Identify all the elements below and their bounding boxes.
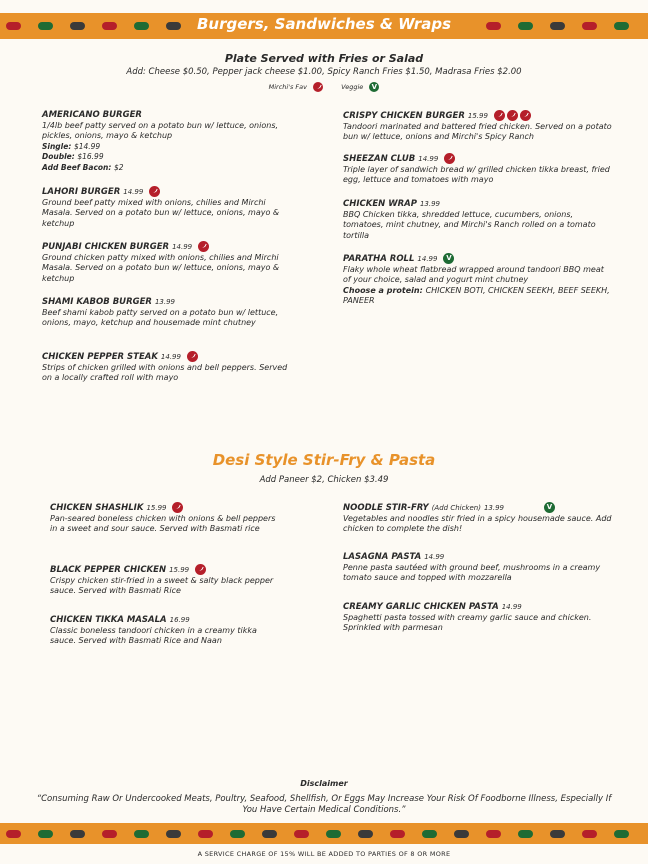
disclaimer-heading: Disclaimer bbox=[300, 779, 348, 788]
chili-icon bbox=[149, 186, 160, 197]
item-description: Beef shami kabob patty served on a potato bun w/ lettuce, onions, mayo, ketchup and housemade mint chutney bbox=[42, 307, 279, 327]
pepper-pill-icon bbox=[614, 830, 629, 838]
menu-item bbox=[343, 602, 613, 634]
item-name: PUNJABI CHICKEN BURGER bbox=[42, 242, 170, 252]
menu-item bbox=[42, 297, 292, 329]
item-description: Flaky whole wheat flatbread wrapped around tandoori BBQ meat of your choice, salad and yogurt mint chutney bbox=[343, 264, 604, 284]
pepper-pill-icon bbox=[358, 830, 373, 838]
pepper-pill-icon bbox=[518, 22, 533, 30]
pepper-pill-icon bbox=[582, 22, 597, 30]
pepper-pill-icon bbox=[582, 830, 597, 838]
pepper-pill-icon bbox=[166, 22, 181, 30]
item-description: Penne pasta sautéed with ground beef, mushrooms in a creamy tomato sauce and topped with mozzarella bbox=[343, 562, 601, 582]
pepper-pill-icon bbox=[134, 830, 149, 838]
item-price: 14.99 bbox=[501, 603, 522, 611]
menu-item bbox=[343, 153, 613, 186]
chili-icon bbox=[195, 564, 206, 575]
item-description: Spaghetti pasta tossed with creamy garlic sauce and chicken. Sprinkled with parmesan bbox=[343, 612, 592, 632]
item-description: Ground chicken patty mixed with onions, chilies and Mirchi Masala. Served on a potato bun w/ lettuce, onions, mayo & ketchup bbox=[42, 252, 280, 283]
item-name: CRISPY CHICKEN BURGER bbox=[343, 111, 465, 121]
item-icons bbox=[544, 503, 557, 512]
item-name: CHICKEN SHASHLIK bbox=[50, 503, 144, 513]
pepper-pill-icon bbox=[134, 22, 149, 30]
item-price: 15.99 bbox=[169, 566, 190, 574]
menu-item bbox=[50, 615, 280, 647]
item-icons bbox=[444, 154, 457, 163]
menu-item bbox=[42, 110, 292, 173]
item-price: 14.99 bbox=[123, 188, 144, 196]
pepper-pill-icon bbox=[70, 22, 85, 30]
menu-item bbox=[343, 110, 613, 143]
item-price: 13.99 bbox=[154, 298, 176, 306]
item-price: 15.99 bbox=[467, 112, 488, 120]
pepper-pill-icon bbox=[422, 830, 437, 838]
item-price: 14.99 bbox=[172, 243, 193, 251]
item-name: PARATHA ROLL bbox=[343, 254, 415, 264]
chili-icon bbox=[444, 153, 455, 164]
legend bbox=[0, 82, 648, 92]
item-icons bbox=[198, 242, 211, 251]
pepper-pill-icon bbox=[550, 22, 565, 30]
item-description: Crispy chicken stir-fried in a sweet & salty black pepper sauce. Served with Basmati Rice bbox=[50, 575, 274, 595]
item-description: Classic boneless tandoori chicken in a creamy tikka sauce. Served with Basmati Rice and Naan bbox=[50, 625, 257, 645]
menu-item bbox=[50, 502, 280, 535]
veggie-v-icon: V bbox=[443, 253, 454, 264]
pepper-pill-icon bbox=[6, 830, 21, 838]
veggie-v-icon: V bbox=[544, 502, 555, 513]
pepper-pill-icon bbox=[454, 830, 469, 838]
pepper-pill-icon bbox=[390, 830, 405, 838]
item-name: CHICKEN PEPPER STEAK bbox=[42, 352, 158, 362]
item-icons bbox=[443, 254, 456, 263]
pepper-pill-icon bbox=[6, 22, 21, 30]
pepper-pill-icon bbox=[230, 830, 245, 838]
disclaimer-text: “Consuming Raw Or Undercooked Meats, Poultry, Seafood, Shellfish, Or Eggs May Increase Your Risk Of Foodborne Illness, Especially If You Have Certain Medical Conditions.” bbox=[36, 794, 612, 815]
menu-item bbox=[343, 199, 613, 241]
plate-heading: Plate Served with Fries or Salad bbox=[224, 52, 424, 65]
bottom-banner bbox=[0, 823, 648, 844]
veggie-v-icon: V bbox=[369, 82, 379, 92]
item-name: CREAMY GARLIC CHICKEN PASTA bbox=[343, 602, 499, 612]
chili-icon bbox=[313, 82, 323, 92]
item-description: 1/4lb beef patty served on a potato bun w/ lettuce, onions, pickles, onions, mayo & ketchup bbox=[42, 120, 279, 140]
item-price: 16.99 bbox=[169, 616, 190, 624]
item-price: 14.99 bbox=[417, 255, 438, 263]
item-price: 14.99 bbox=[424, 553, 445, 561]
item-option: Add Beef Bacon: $2 bbox=[42, 162, 124, 172]
pepper-pill-icon bbox=[518, 830, 533, 838]
pepper-pill-icon bbox=[38, 830, 53, 838]
item-price: 13.99 bbox=[483, 504, 505, 512]
item-icons bbox=[149, 187, 162, 196]
chili-icon bbox=[520, 110, 531, 121]
section-title-stirfry: Desi Style Stir-Fry & Pasta bbox=[212, 451, 436, 469]
pepper-pill-icon bbox=[262, 830, 277, 838]
pepper-pill-icon bbox=[486, 830, 501, 838]
pepper-pill-icon bbox=[102, 22, 117, 30]
item-option: Single: $14.99 bbox=[42, 141, 101, 151]
item-icons bbox=[494, 111, 533, 120]
pepper-pill-icon bbox=[614, 22, 629, 30]
menu-item bbox=[343, 552, 613, 584]
item-price: 14.99 bbox=[160, 353, 181, 361]
menu-item bbox=[42, 351, 292, 384]
chili-icon bbox=[187, 351, 198, 362]
item-description: BBQ Chicken tikka, shredded lettuce, cucumbers, onions, tomatoes, mint chutney, and Mirchi's Ranch rolled on a tomato tortilla bbox=[343, 209, 596, 240]
item-icons bbox=[187, 352, 200, 361]
pepper-pill-icon bbox=[486, 22, 501, 30]
menu-item bbox=[42, 241, 292, 284]
addons-line: Add: Cheese $0.50, Pepper jack cheese $1.00, Spicy Ranch Fries $1.50, Madrasa Fries $2.00 bbox=[126, 67, 522, 77]
top-banner bbox=[0, 13, 648, 39]
pepper-pill-icon bbox=[102, 830, 117, 838]
pepper-pill-icon bbox=[550, 830, 565, 838]
item-name: CHICKEN WRAP bbox=[343, 199, 417, 209]
stirfry-addons: Add Paneer $2, Chicken $3.49 bbox=[259, 475, 389, 485]
item-price: 15.99 bbox=[146, 504, 167, 512]
item-name: SHAMI KABOB BURGER bbox=[42, 297, 152, 307]
item-price: 14.99 bbox=[418, 155, 439, 163]
chili-icon bbox=[198, 241, 209, 252]
pepper-pill-icon bbox=[198, 830, 213, 838]
pepper-pill-icon bbox=[326, 830, 341, 838]
item-description: Triple layer of sandwich bread w/ grilled chicken tikka breast, fried egg, lettuce and tomatoes with mayo bbox=[343, 164, 610, 184]
legend-fav-label: Mirchi's Fav bbox=[268, 83, 308, 91]
item-name: NOODLE STIR-FRY bbox=[343, 503, 429, 513]
section-title-burgers: Burgers, Sandwiches & Wraps bbox=[196, 15, 452, 33]
item-price: 13.99 bbox=[419, 200, 440, 208]
pepper-pill-icon bbox=[294, 830, 309, 838]
item-description: Pan-seared boneless chicken with onions & bell peppers in a sweet and sour sauce. Served with Basmati rice bbox=[50, 513, 276, 533]
item-description: Strips of chicken grilled with onions and bell peppers. Served on a locally crafted roll with mayo bbox=[42, 362, 288, 382]
item-icons bbox=[195, 565, 208, 574]
item-description: Vegetables and noodles stir fried in a spicy housemade sauce. Add chicken to complete the dish! bbox=[343, 513, 612, 533]
chili-icon bbox=[494, 110, 505, 121]
item-name: CHICKEN TIKKA MASALA bbox=[50, 615, 167, 625]
pepper-pill-icon bbox=[38, 22, 53, 30]
chili-icon bbox=[507, 110, 518, 121]
item-name: BLACK PEPPER CHICKEN bbox=[50, 565, 167, 575]
item-name: LAHORI BURGER bbox=[42, 187, 121, 197]
item-description: Ground beef patty mixed with onions, chilies and Mirchi Masala. Served on a potato bun w/ lettuce, onions, mayo & ketchup bbox=[42, 197, 280, 228]
item-name: SHEEZAN CLUB bbox=[343, 154, 416, 164]
pepper-pill-icon bbox=[70, 830, 85, 838]
service-charge-note: A SERVICE CHARGE OF 15% WILL BE ADDED TO PARTIES OF 8 OR MORE bbox=[197, 850, 451, 858]
pepper-pill-icon bbox=[166, 830, 181, 838]
menu-item bbox=[343, 253, 613, 307]
item-name: AMERICANO BURGER bbox=[42, 110, 142, 120]
menu-item bbox=[343, 502, 613, 535]
item-option: Double: $16.99 bbox=[42, 152, 104, 161]
chili-icon bbox=[172, 502, 183, 513]
menu-item bbox=[50, 564, 280, 597]
item-protein-choice: Choose a protein: CHICKEN BOTI, CHICKEN SEEKH, BEEF SEEKH, PANEER bbox=[343, 285, 610, 305]
item-name: LASAGNA PASTA bbox=[343, 552, 422, 562]
menu-item bbox=[42, 186, 292, 229]
item-note: (Add Chicken) bbox=[431, 504, 481, 512]
legend-veg-label: Veggie bbox=[341, 83, 364, 91]
item-description: Tandoori marinated and battered fried chicken. Served on a potato bun w/ lettuce, onions and Mirchi's Spicy Ranch bbox=[343, 121, 612, 141]
item-icons bbox=[172, 503, 185, 512]
